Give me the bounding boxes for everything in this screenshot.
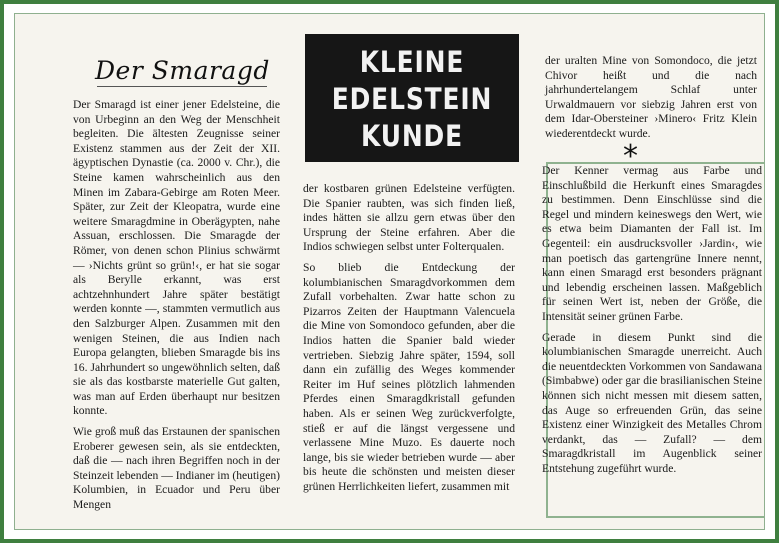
column-2 [303,182,515,500]
column-3-box-text [542,164,762,482]
article-clipping [14,13,765,530]
banner-line-2: EDELSTEIN [331,82,493,116]
title-underline [97,86,267,87]
asterisk-divider: * [623,139,638,174]
paragraph: Der Kenner vermag aus Farbe und Einschlußbild die Herkunft eines Smaragdes zu bestimmen. Denn Einschlüsse sind die Regel und mindern keineswegs den Wert, wie es etwa beim Diamanten der Fall ist. Im Gegenteil: ein ausdrucksvoller ›Jardin‹, wie man poetisch das gartengrüne Innere nennt, kann einen Smaragd erst besonders prägnant und lebendig erscheinen lassen. Maßgeblich für seinen Wert ist, neben der Größe, die Intensität seiner grünen Farbe. [542,164,762,323]
paragraph: Der Smaragd ist einer jener Edelsteine, die von Urbeginn an den Weg der Menschheit begleiten. Die ältesten Zeugnisse seiner Existenz stammen aus der Zeit der XII. ägyptischen Dynastie (ca. 2000 v. Chr.), die Steine kamen wahrscheinlich aus den Minen im Zabara-Gebirge am Roten Meer. Später, zur Zeit der Kleopatra, wurde eine weitere Smaragdmine in Oberägypten, nahe Assuan, erschlossen. Die Smaragde der Römer, von denen schon Plinius schwärmt — ›Nichts grünt so grün!‹, er hat sie sogar als Berylle erkannt, was erst achtzehnhundert Jahre später bestätigt werden konnte —, stammten vermutlich aus den Salzburger Alpen. Zusammen mit den wenigen Steinen, die aus Indien nach Europa gelangten, blieben Smaragde bis ins 16. Jahrhundert so ungewöhnlich selten, daß sie als das kostbarste materielle Gut galten, was man auf Erden überhaupt nur besitzen konnte. [73,98,280,418]
section-banner [305,34,519,162]
article-title: Der Smaragd [95,56,270,85]
paragraph: Gerade in diesem Punkt sind die kolumbianischen Smaragde unerreicht. Auch die neuentdeckten Vorkommen von Sandawana (Simbabwe) oder gar die brasilianischen Steine können sich nicht messen mit diesem satten, das Auge so erfreuenden Grün, das seine Existenz einer Winzigkeit des Metalles Chrom verdankt, das — Zufall? — dem Smaragdkristall im Augenblick seiner Entstehung zugeführt wurde. [542,330,762,475]
paragraph: der uralten Mine von Somondoco, die jetzt Chivor heißt und die nach jahrhundertelangem Schlaf unter Urwaldmauern vor siebzig Jahren erst von dem Idar-Obersteiner ›Minero‹ Fritz Klein wiederentdeckt wurde. [545,54,757,140]
banner-line-1: KLEINE [359,45,465,79]
banner-line-3: KUNDE [360,119,464,153]
paragraph: der kostbaren grünen Edelsteine verfügten. Die Spanier raubten, was sich finden ließ, indes hätten sie allzu gern etwas über den Ursprung der Steine erfahren. Aber die Indios schwiegen selbst unter Folterqualen. [303,182,515,254]
column-1 [73,98,280,519]
paragraph: Wie groß muß das Erstaunen der spanischen Eroberer gewesen sein, als sie entdeckten, daß die — nach ihren Begriffen noch in der Steinzeit lebenden — Indianer im (heutigen) Kolumbien, in Ecuador und Peru über Mengen [73,425,281,512]
column-3-top [545,54,757,148]
paragraph: So blieb die Entdeckung der kolumbianischen Smaragdvorkommen dem Zufall vorbehalten. Zwar hatte schon zu Pizarros Zeiten der Hauptmann Valencuela die Mine von Somondoco gefunden, aber die Indios hatten die Spanier bald wieder vertrieben. Siebzig Jahre später, 1594, soll dann ein zufällig des Weges kommender Reiter im Huf seines plötzlich lahmenden Pferdes einen Smaragdkristall gefunden haben. Als er seinen Weg zurückverfolgte, stieß er auf die längst vergessene und verlassene Mine Muzo. Es dauerte noch lange, bis sie wieder betrieben wurde — aber bis heute die schönsten und meisten dieser grünen Herrlichkeiten liefert, zusammen mit [303,260,515,493]
